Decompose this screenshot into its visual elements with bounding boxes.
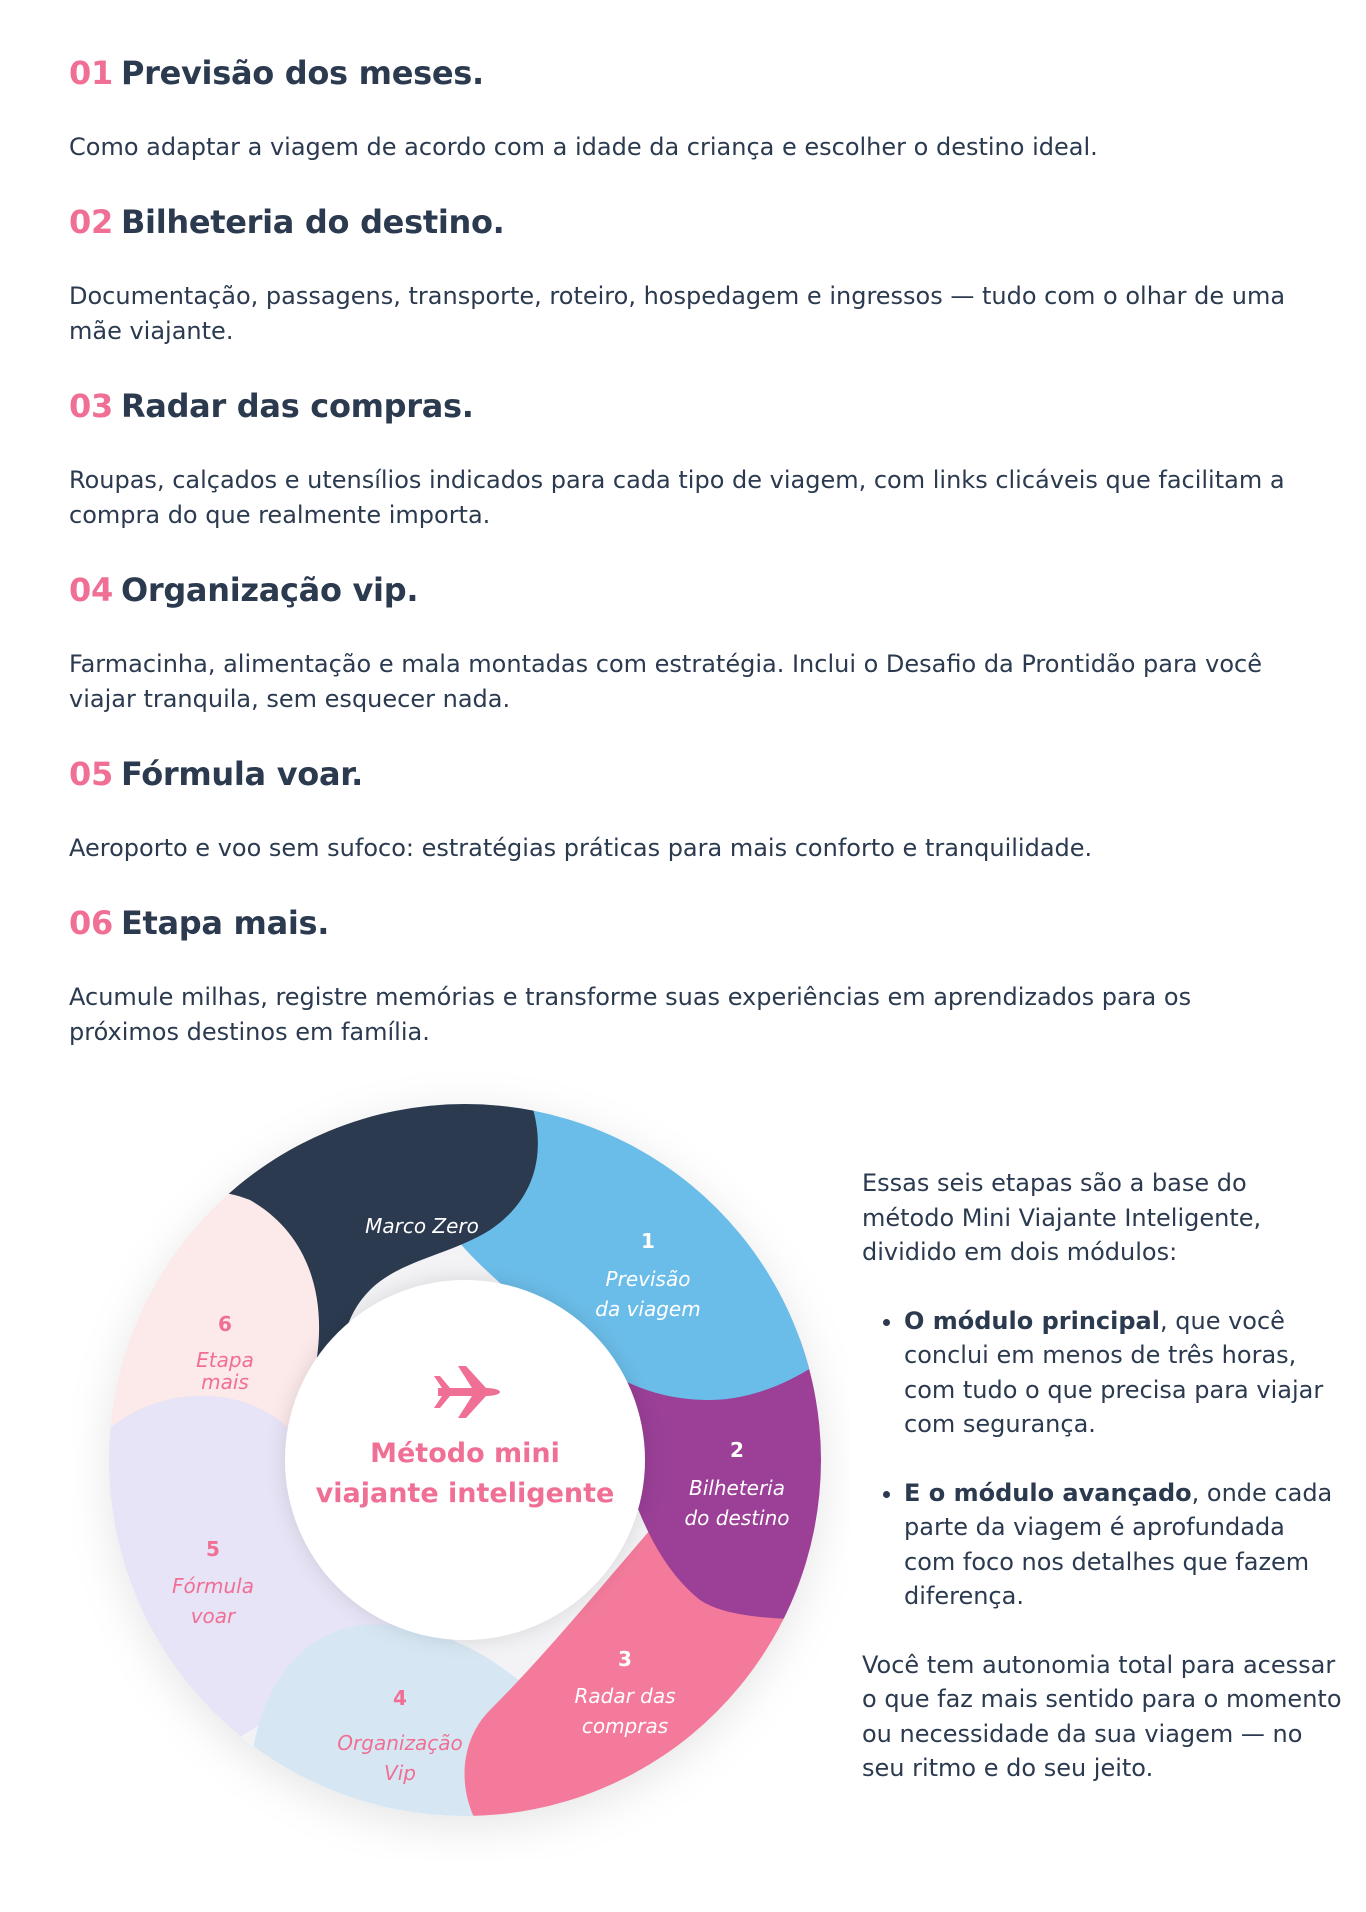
segment-label-6-line2: mais (201, 1370, 249, 1394)
segment-number-5: 5 (206, 1537, 220, 1561)
section-body: Como adaptar a viagem de acordo com a idade da criança e escolher o destino ideal. (69, 133, 1098, 161)
section-number: 01 (69, 54, 113, 92)
segment-label-marco-zero: Marco Zero (365, 1214, 479, 1238)
segment-label-5-line1: Fórmula (172, 1574, 254, 1598)
segment-label-6-line1: Etapa (196, 1348, 254, 1372)
section-number: 04 (69, 571, 113, 609)
module-list (862, 1304, 1342, 1614)
section-body: Documentação, passagens, transporte, roteiro, hospedagem e ingressos — tudo com o olhar de uma mãe viajante. (69, 282, 1286, 345)
section-number: 05 (69, 755, 113, 793)
section-body: Roupas, calçados e utensílios indicados para cada tipo de viagem, com links clicáveis que facilitam a compra do que realmente importa. (69, 466, 1285, 529)
section-number: 06 (69, 904, 113, 942)
section-number: 02 (69, 203, 113, 241)
segment-label-5-line2: voar (190, 1604, 236, 1628)
segment-number-4: 4 (393, 1686, 407, 1710)
module-name: O módulo principal (904, 1306, 1160, 1335)
segment-number-2: 2 (730, 1438, 744, 1462)
description-outro: Você tem autonomia total para acessar o que faz mais sentido para o momento ou necessidade da sua viagem — no seu ritmo e do seu jeito. (862, 1650, 1342, 1782)
segment-label-1-line2: da viagem (595, 1297, 701, 1321)
module-item-principal (904, 1304, 1342, 1442)
method-description (862, 1166, 1342, 1786)
section-title (69, 904, 329, 942)
section-title (69, 755, 363, 793)
module-description: , que você conclui em menos de três horas, com tudo o que precisa para viajar com segurança. (904, 1306, 1324, 1438)
section-title-text: Previsão dos meses. (120, 54, 484, 92)
segment-label-2-line2: do destino (684, 1506, 790, 1530)
description-intro: Essas seis etapas são a base do método Mini Viajante Inteligente, dividido em dois módulos: (862, 1169, 1262, 1266)
section-title-text: Etapa mais. (120, 904, 330, 942)
section-body: Farmacinha, alimentação e mala montadas com estratégia. Inclui o Desafio da Prontidão para você viajar tranquila, sem esquecer nada. (69, 650, 1262, 713)
section-title-text: Organização vip. (120, 571, 419, 609)
section-title-text: Fórmula voar. (120, 755, 364, 793)
section-number: 03 (69, 387, 113, 425)
section-title-text: Bilheteria do destino. (120, 203, 505, 241)
segment-label-4-line2: Vip (384, 1761, 416, 1785)
segment-label-3-line1: Radar das (574, 1684, 676, 1708)
segment-label-2-line1: Bilheteria (689, 1476, 785, 1500)
method-diagram-svg (70, 1060, 850, 1860)
module-item-avancado (904, 1476, 1342, 1614)
section-title (69, 571, 418, 609)
center-title-line2: viajante inteligente (315, 1478, 615, 1509)
section-body: Acumule milhas, registre memórias e transforme suas experiências em aprendizados para os próximos destinos em família. (69, 983, 1192, 1046)
section-body: Aeroporto e voo sem sufoco: estratégias práticas para mais conforto e tranquilidade. (69, 834, 1093, 862)
section-title (69, 54, 484, 92)
method-diagram (70, 1060, 850, 1860)
section-title (69, 203, 505, 241)
center-title-line1: Método mini (370, 1438, 560, 1469)
section-title-text: Radar das compras. (120, 387, 474, 425)
segment-number-6: 6 (218, 1312, 232, 1336)
segment-label-1-line1: Previsão (605, 1267, 691, 1291)
segment-number-3: 3 (618, 1647, 632, 1671)
segment-number-1: 1 (641, 1229, 655, 1253)
section-title (69, 387, 474, 425)
segment-label-3-line2: compras (581, 1714, 669, 1738)
segment-label-4-line1: Organização (337, 1731, 463, 1755)
module-name: E o módulo avançado (904, 1478, 1192, 1507)
module-description: , onde cada parte da viagem é aprofundada com foco nos detalhes que fazem diferença. (904, 1478, 1333, 1610)
